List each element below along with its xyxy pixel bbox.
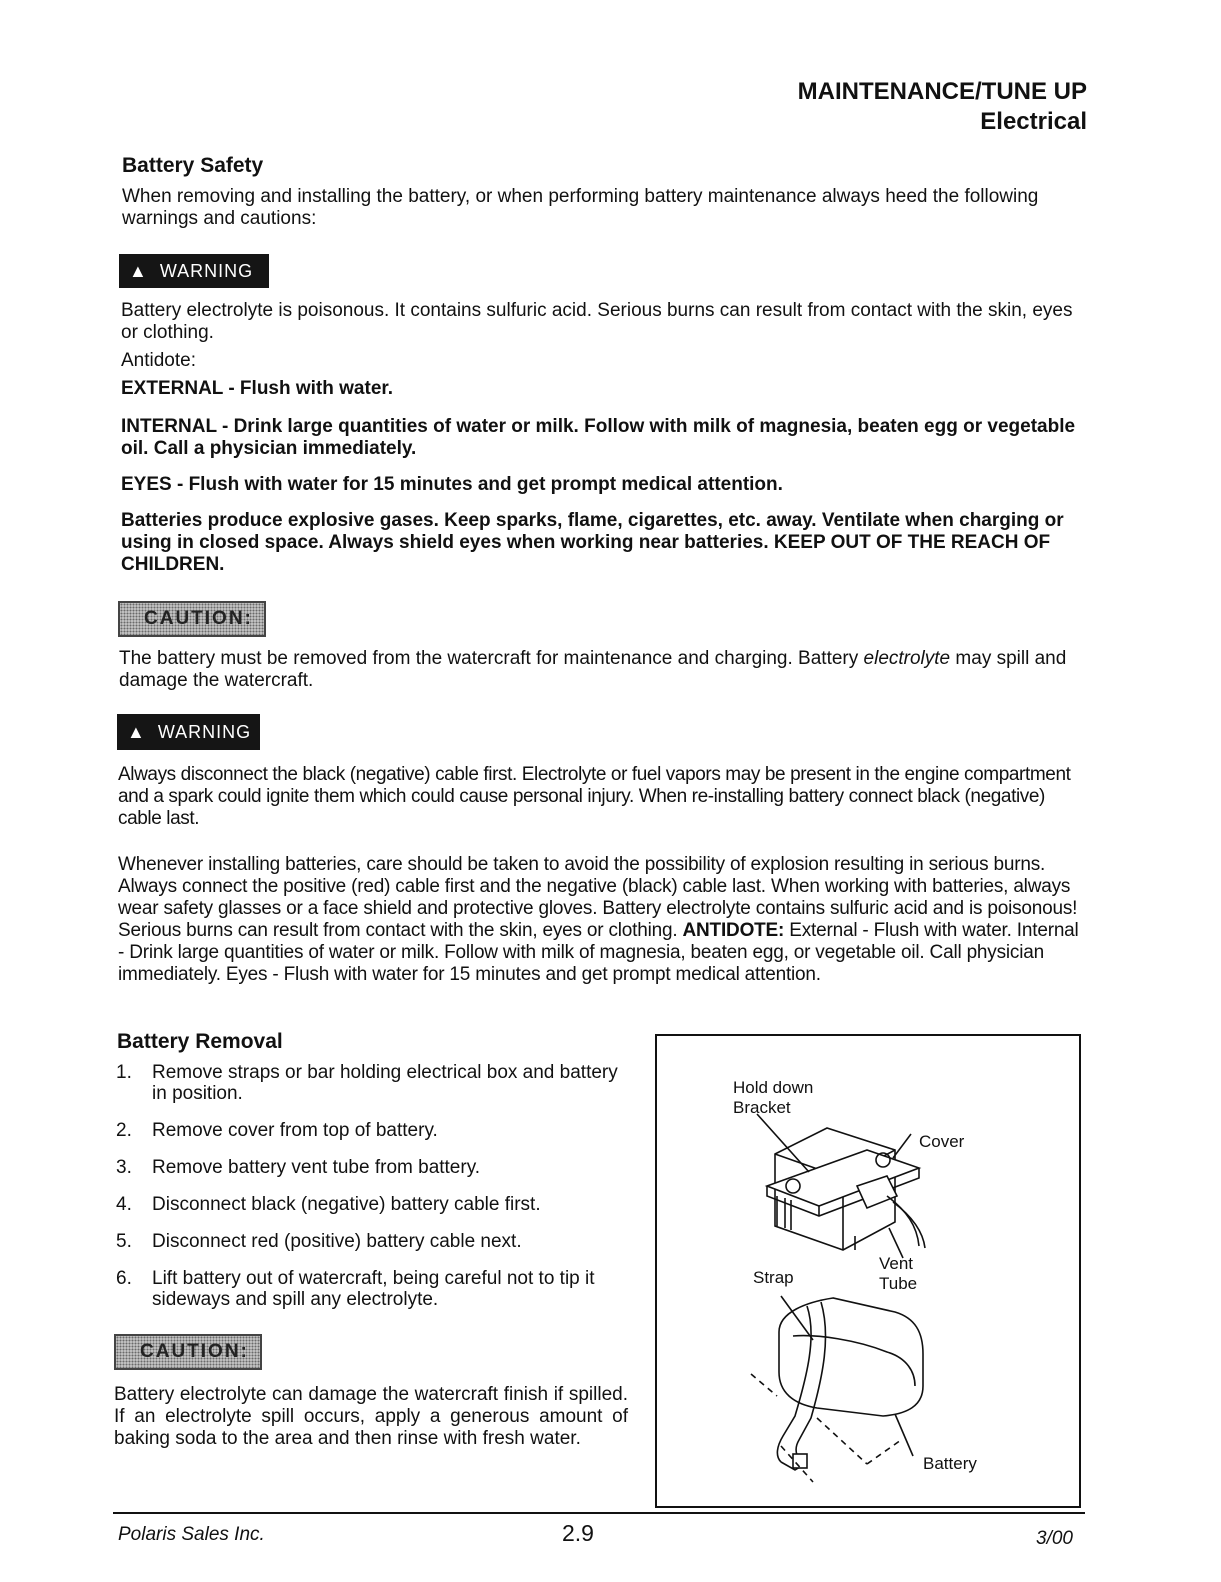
footer-date: 3/00 <box>1036 1528 1073 1549</box>
battery-diagram <box>655 1034 1081 1508</box>
antidote-inline: ANTIDOTE: <box>682 920 785 941</box>
label-hold-down: Hold down <box>733 1078 814 1097</box>
warning-triangle-icon: ▲ <box>129 261 148 281</box>
caution-label-2: CAUTION: <box>140 1341 249 1362</box>
section-title: MAINTENANCE/TUNE UP <box>797 78 1087 105</box>
warning2-text: Always disconnect the black (negative) cable first. Electrolyte or fuel vapors may be present in the engine compartment and a spark could ignite them which could cause personal injury. When re-installing battery connect black (negative) cable last. <box>118 764 1071 829</box>
antidote-label: Antidote: <box>121 350 196 371</box>
safety-paragraph-a: Whenever installing batteries, care should be taken to avoid the possibility of explosion resulting in serious burns. Always connect the positive (red) cable first and the negative (black) cable last. When working with batteries, always wear safety glasses or a face shield and protective gloves. Battery electrolyte contains sulfuric acid and is poisonous! Serious burns can result from contact with the skin, eyes or clothing. <box>118 854 1078 941</box>
warning1-text: Battery electrolyte is poisonous. It contains sulfuric acid. Serious burns can result from contact with the skin, eyes or clothing. <box>121 300 1073 343</box>
label-bracket: Bracket <box>733 1098 791 1117</box>
battery-safety-heading: Battery Safety <box>122 154 264 177</box>
battery-removal-heading: Battery Removal <box>117 1030 283 1053</box>
caution1-text <box>119 648 1087 692</box>
removal-steps <box>116 1062 630 1326</box>
list-item: 5. Disconnect red (positive) battery cable next. <box>116 1231 522 1252</box>
caution1-text-a: The battery must be removed from the watercraft for maintenance and charging. Battery <box>119 648 864 669</box>
caution-badge <box>118 601 266 637</box>
antidote-internal: INTERNAL - Drink large quantities of water or milk. Follow with milk of magnesia, beaten egg or vegetable oil. Call a physician immediately. <box>121 416 1076 459</box>
list-item: 4. Disconnect black (negative) battery cable first. <box>116 1194 541 1215</box>
caution-label: CAUTION: <box>144 608 253 629</box>
list-item: 3. Remove battery vent tube from battery. <box>116 1157 481 1178</box>
subsection-title: Electrical <box>980 108 1087 135</box>
battery-illustration <box>657 1036 1079 1506</box>
footer-company: Polaris Sales Inc. <box>118 1524 265 1545</box>
battery-safety-intro: When removing and installing the battery, or when performing battery maintenance always heed the following warnings and cautions: <box>122 186 1039 229</box>
list-item: 6. Lift battery out of watercraft, being careful not to tip it sideways and spill any electrolyte. <box>116 1268 595 1310</box>
label-vent: Vent <box>879 1254 914 1273</box>
footer-page-number: 2.9 <box>562 1520 594 1546</box>
list-item: 2. Remove cover from top of battery. <box>116 1120 438 1141</box>
safety-paragraph <box>118 854 1084 986</box>
warning-label-2: WARNING <box>157 721 252 742</box>
list-item: 1. Remove straps or bar holding electrical box and battery in position. <box>116 1062 618 1104</box>
caution2-text: Battery electrolyte can damage the watercraft finish if spilled. If an electrolyte spill occurs, apply a generous amount of baking soda to the area and then rinse with fresh water. <box>114 1384 628 1449</box>
label-strap: Strap <box>753 1268 794 1287</box>
label-tube: Tube <box>879 1274 918 1293</box>
label-cover: Cover <box>919 1132 965 1151</box>
safety-paragraph-b: External - Flush with water. Internal - Drink large quantities of water or milk. Follow with milk of magnesia, beaten egg, or vegetable oil. Call physician immediately. Eyes - Flush with water for 15 minutes and get prompt medical attention. <box>118 920 1079 985</box>
warning-badge-2 <box>117 714 260 750</box>
antidote-external: EXTERNAL - Flush with water. <box>121 378 394 399</box>
explosive-gases-warning: Batteries produce explosive gases. Keep sparks, flame, cigarettes, etc. away. Ventilate when charging or using in closed space. Always shield eyes when working near batteries. KEEP OUT OF THE REACH OF CHILDREN. <box>121 510 1064 575</box>
footer-rule <box>113 1512 1085 1514</box>
warning-badge <box>119 254 269 288</box>
antidote-eyes: EYES - Flush with water for 15 minutes and get prompt medical attention. <box>121 474 783 495</box>
warning-triangle-icon: ▲ <box>127 722 146 742</box>
label-battery: Battery <box>923 1454 977 1473</box>
caution-badge-2 <box>114 1334 262 1370</box>
warning-label: WARNING <box>159 260 254 281</box>
caution1-text-b: may spill and damage the watercraft. <box>119 648 1067 691</box>
caution1-italic: electrolyte <box>863 648 951 669</box>
